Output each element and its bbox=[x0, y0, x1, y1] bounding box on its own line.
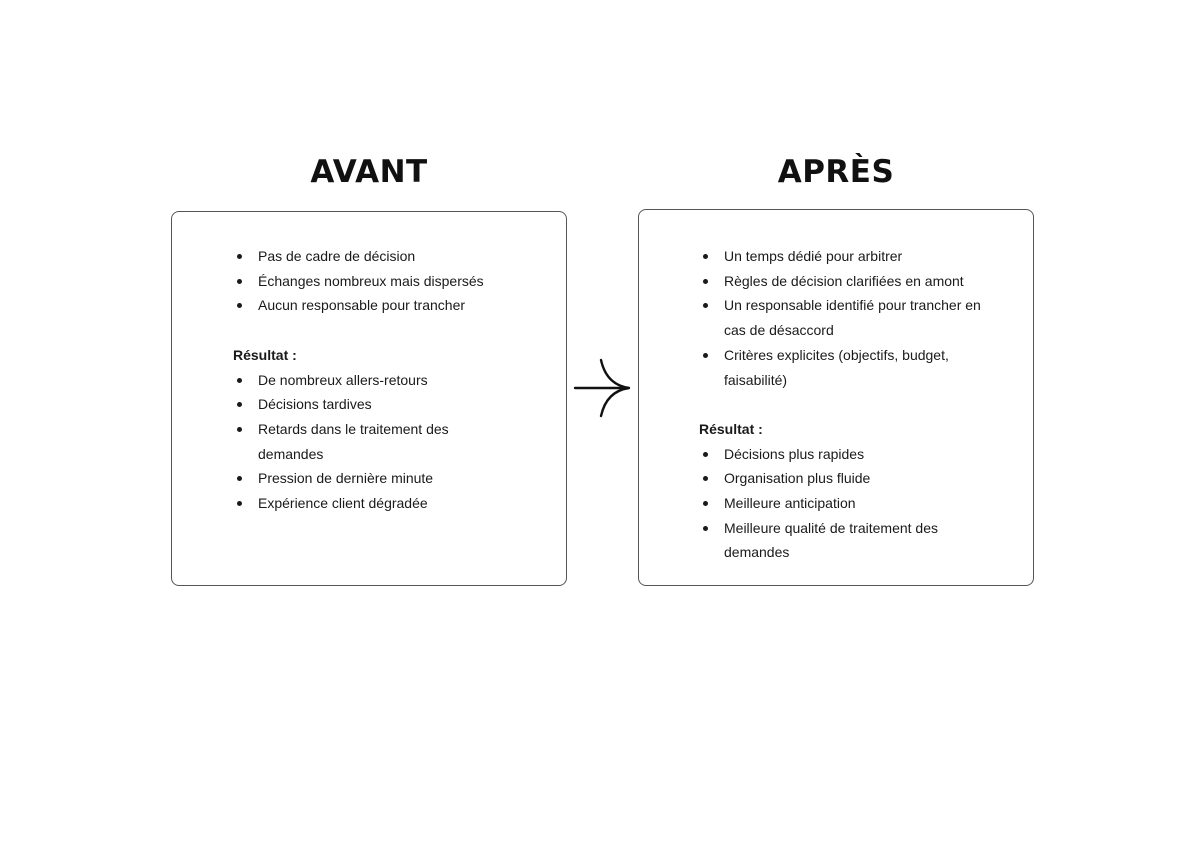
list-item-text: Organisation plus fluide bbox=[724, 470, 871, 487]
list-item bbox=[699, 442, 999, 467]
list-item bbox=[233, 466, 533, 491]
list-item-text: Aucun responsable pour trancher bbox=[258, 297, 466, 314]
bullet-icon bbox=[237, 303, 242, 308]
bullet-icon bbox=[237, 378, 242, 383]
before-card-body bbox=[233, 244, 533, 516]
list-item bbox=[699, 516, 974, 565]
list-item-text: Meilleure anticipation bbox=[724, 495, 856, 512]
bullet-icon bbox=[237, 501, 242, 506]
list-item-text: Pression de dernière minute bbox=[258, 470, 434, 487]
before-result-label: Résultat : bbox=[233, 346, 297, 363]
before-card bbox=[171, 211, 567, 586]
list-item-text: Un temps dédié pour arbitrer bbox=[724, 248, 903, 264]
list-item-text: Décisions plus rapides bbox=[724, 445, 865, 462]
after-title: APRÈS bbox=[777, 154, 895, 190]
list-item bbox=[233, 293, 533, 318]
bullet-icon bbox=[703, 526, 708, 531]
before-title: AVANT bbox=[310, 154, 428, 190]
list-item-text: Un responsable identifié pour trancher en cas de désaccord bbox=[724, 297, 981, 339]
bullet-icon bbox=[703, 353, 708, 358]
after-card-body bbox=[699, 244, 999, 565]
list-item bbox=[233, 491, 533, 516]
after-card bbox=[638, 209, 1034, 586]
after-list bbox=[699, 244, 999, 392]
bullet-icon bbox=[237, 279, 242, 284]
list-item-text: Décisions tardives bbox=[258, 396, 372, 413]
list-item-text: Retards dans le traitement des demandes bbox=[258, 420, 449, 462]
list-item bbox=[233, 244, 533, 269]
bullet-icon bbox=[703, 501, 708, 506]
list-item bbox=[699, 269, 999, 294]
list-item bbox=[233, 417, 463, 466]
before-list bbox=[233, 244, 533, 318]
bullet-icon bbox=[237, 427, 242, 432]
list-item-text: Règles de décision clarifiées en amont bbox=[724, 272, 964, 289]
bullet-icon bbox=[237, 254, 242, 259]
list-item bbox=[233, 392, 533, 417]
bullet-icon bbox=[703, 254, 708, 259]
list-item-text: Échanges nombreux mais dispersés bbox=[258, 272, 484, 289]
list-item bbox=[699, 491, 999, 516]
after-result-label: Résultat : bbox=[699, 420, 763, 437]
list-item-text: Pas de cadre de décision bbox=[258, 248, 416, 264]
arrow-right-icon bbox=[571, 356, 635, 420]
bullet-icon bbox=[237, 402, 242, 407]
list-item bbox=[699, 293, 999, 342]
list-item bbox=[699, 466, 999, 491]
bullet-icon bbox=[703, 452, 708, 457]
bullet-icon bbox=[237, 476, 242, 481]
bullet-icon bbox=[703, 476, 708, 481]
bullet-icon bbox=[703, 303, 708, 308]
list-item bbox=[233, 368, 533, 393]
list-item-text: Meilleure qualité de traitement des demandes bbox=[724, 519, 939, 561]
bullet-icon bbox=[703, 279, 708, 284]
before-results-list bbox=[233, 368, 533, 516]
list-item-text: Critères explicites (objectifs, budget, faisabilité) bbox=[724, 346, 949, 388]
after-results-list bbox=[699, 442, 999, 566]
list-item bbox=[699, 244, 999, 269]
list-item bbox=[699, 343, 986, 392]
list-item-text: De nombreux allers-retours bbox=[258, 371, 428, 388]
list-item-text: Expérience client dégradée bbox=[258, 495, 428, 512]
list-item bbox=[233, 269, 533, 294]
